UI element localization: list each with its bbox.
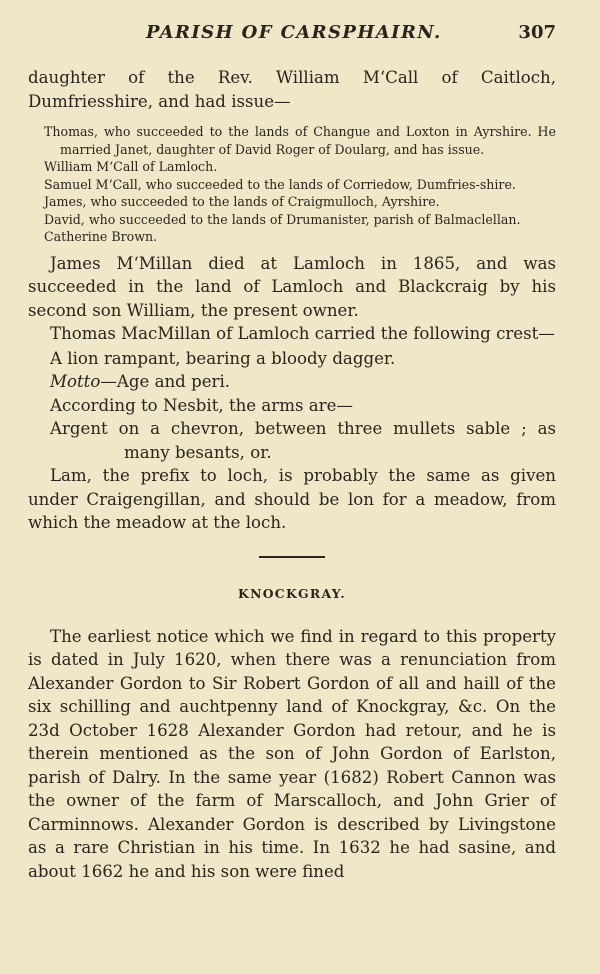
motto-label: Motto <box>50 372 101 391</box>
crest-block <box>28 347 556 465</box>
section-divider <box>259 556 325 558</box>
crest-line: A lion rampant, bearing a bloody dagger. <box>50 348 396 368</box>
knockgray-paragraph: The earliest notice which we find in regard to this property is dated in July 1620, when there was a renunciation from Alexander Gordon to Sir Robert Gordon of all and haill of the six schilling and auchtpenny land of Knockgray, &c. On the 23d October 1628 Alexander Gordon had retour, and he is therein mentioned as the son of John Gordon of Earlston, parish of Dalry. In the same year (1682) Robert Cannon was the owner of the farm of Marscalloch, and John Grier of Carminnows. Alexander Gordon is described by Livingstone as a rare Christian in his time. In 1632 he had sasine, and about 1662 he and his son were fined <box>28 626 556 881</box>
page-number: 307 <box>518 22 556 43</box>
issue-list <box>28 123 556 246</box>
issue-item: Catherine Brown. <box>44 229 158 244</box>
issue-item: Thomas, who succeeded to the lands of Changue and Loxton in Ayrshire. He married Janet, daughter of David Roger of Doularg, and has issue. <box>44 124 556 157</box>
running-title: PARISH OF CARSPHAIRN. <box>146 22 442 43</box>
crest-intro-paragraph: Thomas MacMillan of Lamloch carried the following crest— <box>50 324 555 343</box>
issue-item: David, who succeeded to the lands of Drumanister, parish of Balmaclellan. <box>44 211 521 227</box>
issue-item: Samuel M‘Call, who succeeded to the lands of Corriedow, Dumfries-shire. <box>44 176 516 192</box>
issue-item: James, who succeeded to the lands of Craigmulloch, Ayrshire. <box>44 194 440 209</box>
lam-paragraph: Lam, the prefix to loch, is probably the same as given under Craigengillan, and should be lon for a meadow, from which the meadow at the loch. <box>28 466 556 532</box>
arms-intro-line: According to Nesbit, the arms are— <box>50 395 353 415</box>
intro-paragraph: daughter of the Rev. William M‘Call of Caitloch, Dumfriesshire, and had issue— <box>28 68 556 111</box>
section-heading: KNOCKGRAY. <box>238 585 346 601</box>
page-body <box>28 66 556 883</box>
motto-line <box>28 370 556 394</box>
issue-item: William M‘Call of Lamloch. <box>44 159 218 174</box>
death-paragraph: James M‘Millan died at Lamloch in 1865, and was succeeded in the land of Lamloch and Blackcraig by his second son William, the present owner. <box>28 253 556 320</box>
arms-line: Argent on a chevron, between three mullets sable ; as many besants, or. <box>50 419 556 462</box>
motto-text: —Age and peri. <box>100 372 231 391</box>
running-header <box>0 22 600 50</box>
